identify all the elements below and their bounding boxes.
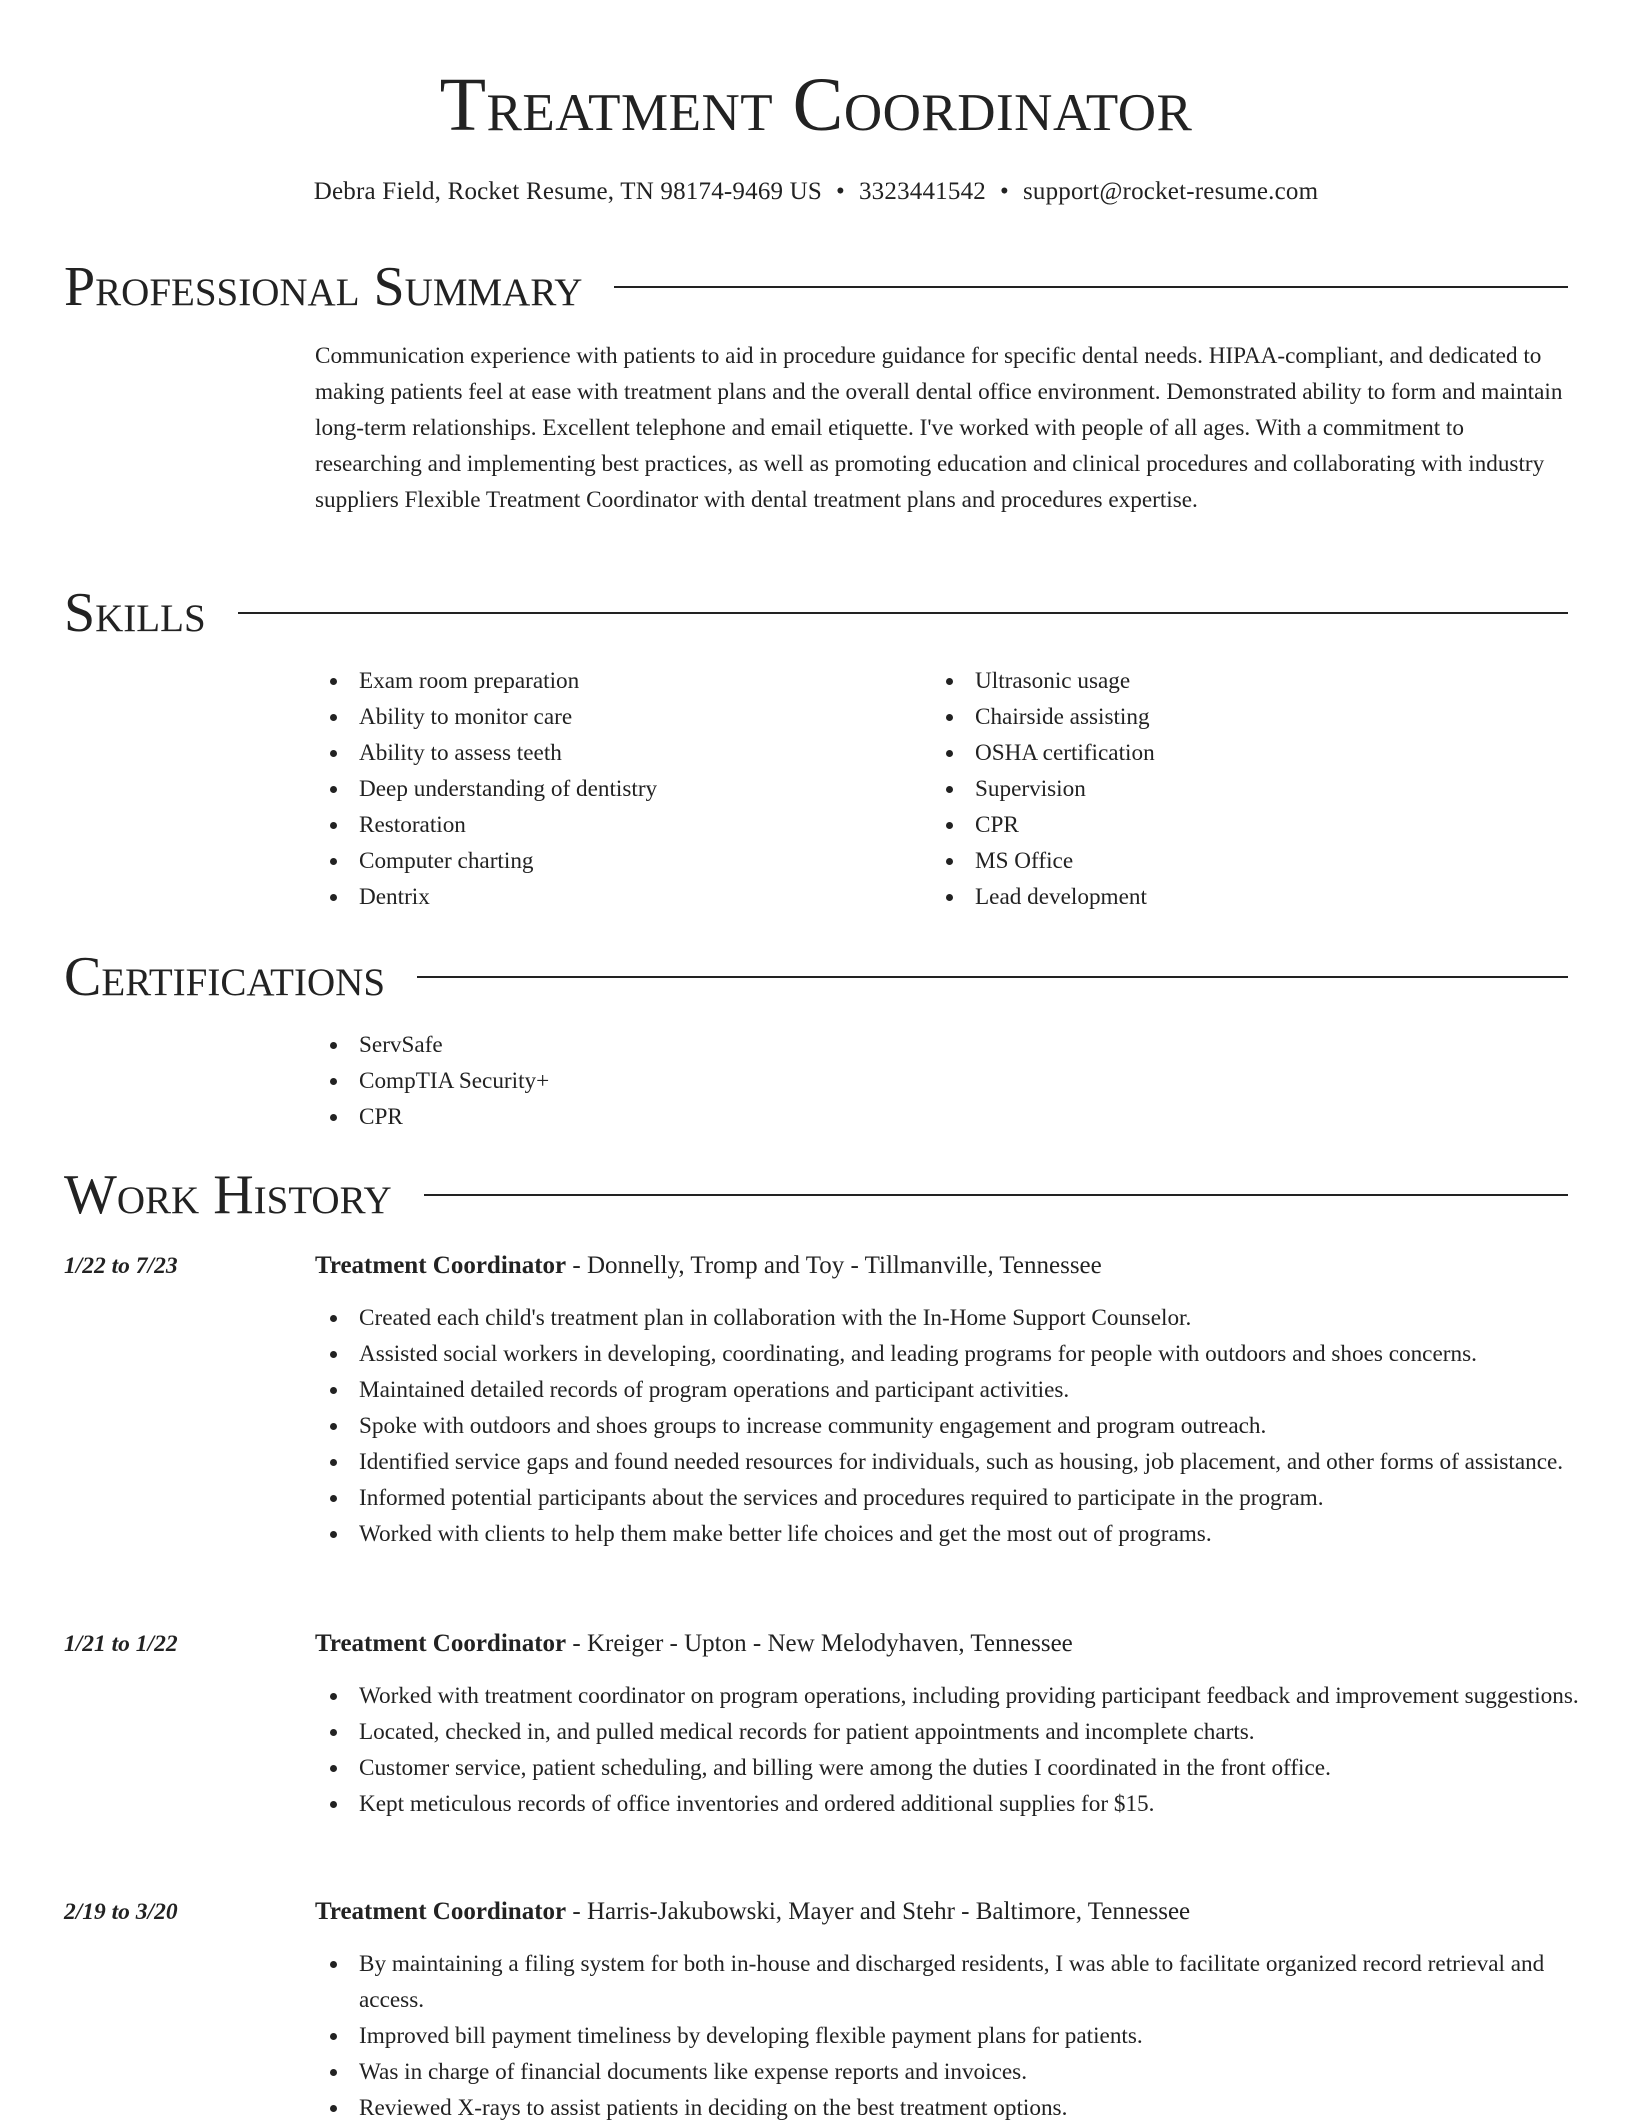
job-bullet: Worked with treatment coordinator on program operations, including providing participant feedback and improvement suggestions. — [359, 1678, 1612, 1714]
job-title: Treatment Coordinator — [315, 1630, 567, 1657]
job-dates: 2/19 to 3/20 — [64, 1899, 178, 1925]
job-bullet: Kept meticulous records of office inventories and ordered additional supplies for $15. — [359, 1786, 1612, 1822]
skills-list-right — [931, 663, 1595, 915]
contact-separator: • — [836, 178, 845, 205]
section-title-work-history: Work History — [64, 1164, 392, 1226]
section-header-summary — [64, 252, 1568, 322]
job-bullet: Informed potential participants about the services and procedures required to participate in the program. — [359, 1480, 1612, 1516]
skill-item: Lead development — [975, 879, 1595, 915]
skill-item: Supervision — [975, 771, 1595, 807]
job-bullet: Maintained detailed records of program operations and participant activities. — [359, 1372, 1612, 1408]
resume-name-title: Treatment Coordinator — [439, 63, 1193, 147]
skill-item: Restoration — [359, 807, 959, 843]
job-bullets — [315, 1678, 1612, 1822]
section-rule — [424, 1194, 1568, 1196]
contact-address: Debra Field, Rocket Resume, TN 98174-9469 US — [313, 178, 823, 205]
job-bullet: Located, checked in, and pulled medical records for patient appointments and incomplete charts. — [359, 1714, 1612, 1750]
section-rule — [238, 612, 1568, 614]
job-bullet: Created each child's treatment plan in collaboration with the In-Home Support Counselor. — [359, 1300, 1612, 1336]
section-title-certifications: Certifications — [64, 946, 386, 1008]
job-bullet: By maintaining a filing system for both in-house and discharged residents, I was able to facilitate organized record retrieval and access. — [359, 1946, 1612, 2018]
skill-item: MS Office — [975, 843, 1595, 879]
contact-email: support@rocket-resume.com — [1022, 178, 1319, 205]
certification-item: CompTIA Security+ — [359, 1063, 1559, 1099]
certification-item: CPR — [359, 1099, 1559, 1135]
job-employer: - Donnelly, Tromp and Toy - Tillmanville, Tennessee — [566, 1252, 1102, 1279]
skill-item: Ability to monitor care — [359, 699, 959, 735]
job-bullet: Spoke with outdoors and shoes groups to increase community engagement and program outreach. — [359, 1408, 1612, 1444]
job-title-line — [315, 1248, 1568, 1284]
contact-phone: 3323441542 — [858, 178, 986, 205]
job-bullet: Was in charge of financial documents like expense reports and invoices. — [359, 2054, 1612, 2090]
job-bullet: Worked with clients to help them make better life choices and get the most out of programs. — [359, 1516, 1612, 1552]
job-bullet: Identified service gaps and found needed resources for individuals, such as housing, job placement, and other forms of assistance. — [359, 1444, 1612, 1480]
skill-item: Ultrasonic usage — [975, 663, 1595, 699]
job-title: Treatment Coordinator — [315, 1898, 567, 1925]
job-title-line — [315, 1894, 1568, 1930]
section-header-skills — [64, 578, 1568, 648]
job-bullets — [315, 1946, 1612, 2126]
job-bullets — [315, 1300, 1612, 1552]
certifications-list — [315, 1027, 1559, 1135]
job-bullet: Customer service, patient scheduling, and billing were among the duties I coordinated in the front office. — [359, 1750, 1612, 1786]
skill-item: Deep understanding of dentistry — [359, 771, 959, 807]
contact-separator: • — [999, 178, 1009, 205]
summary-text: Communication experience with patients to aid in procedure guidance for specific dental needs. HIPAA-compliant, and dedicated to making patients feel at ease with treatment plans and the overall dental office environment. Demonstrated ability to form and maintain long-term relationships. Excellent telephone and email etiquette. I've worked with people of all ages. With a commitment to researching and implementing best practices, as well as promoting education and clinical procedures and collaborating with industry suppliers Flexible Treatment Coordinator with dental treatment plans and procedures expertise. — [315, 343, 1563, 513]
job-employer: - Kreiger - Upton - New Melodyhaven, Tennessee — [566, 1630, 1073, 1657]
certification-item: ServSafe — [359, 1027, 1559, 1063]
skill-item: Computer charting — [359, 843, 959, 879]
job-title-line — [315, 1626, 1568, 1662]
section-header-work-history — [64, 1160, 1568, 1230]
job-bullet: Improved bill payment timeliness by developing flexible payment plans for patients. — [359, 2018, 1612, 2054]
section-header-certifications — [64, 942, 1568, 1012]
skill-item: OSHA certification — [975, 735, 1595, 771]
job-bullet: Assisted social workers in developing, coordinating, and leading programs for people with outdoors and shoes concerns. — [359, 1336, 1612, 1372]
skill-item: Chairside assisting — [975, 699, 1595, 735]
section-title-summary: Professional Summary — [64, 256, 583, 318]
skill-item: CPR — [975, 807, 1595, 843]
section-rule — [417, 976, 1568, 978]
job-employer: - Harris-Jakubowski, Mayer and Stehr - Baltimore, Tennessee — [566, 1898, 1191, 1925]
skill-item: Exam room preparation — [359, 663, 959, 699]
skill-item: Dentrix — [359, 879, 959, 915]
job-title: Treatment Coordinator — [315, 1252, 567, 1279]
skills-list-left — [315, 663, 959, 915]
section-title-skills: Skills — [64, 582, 206, 644]
section-rule — [614, 286, 1568, 288]
job-bullet: Reviewed X-rays to assist patients in deciding on the best treatment options. — [359, 2090, 1612, 2126]
job-dates: 1/21 to 1/22 — [64, 1631, 178, 1657]
skill-item: Ability to assess teeth — [359, 735, 959, 771]
job-dates: 1/22 to 7/23 — [64, 1253, 178, 1279]
contact-line — [0, 174, 1632, 210]
